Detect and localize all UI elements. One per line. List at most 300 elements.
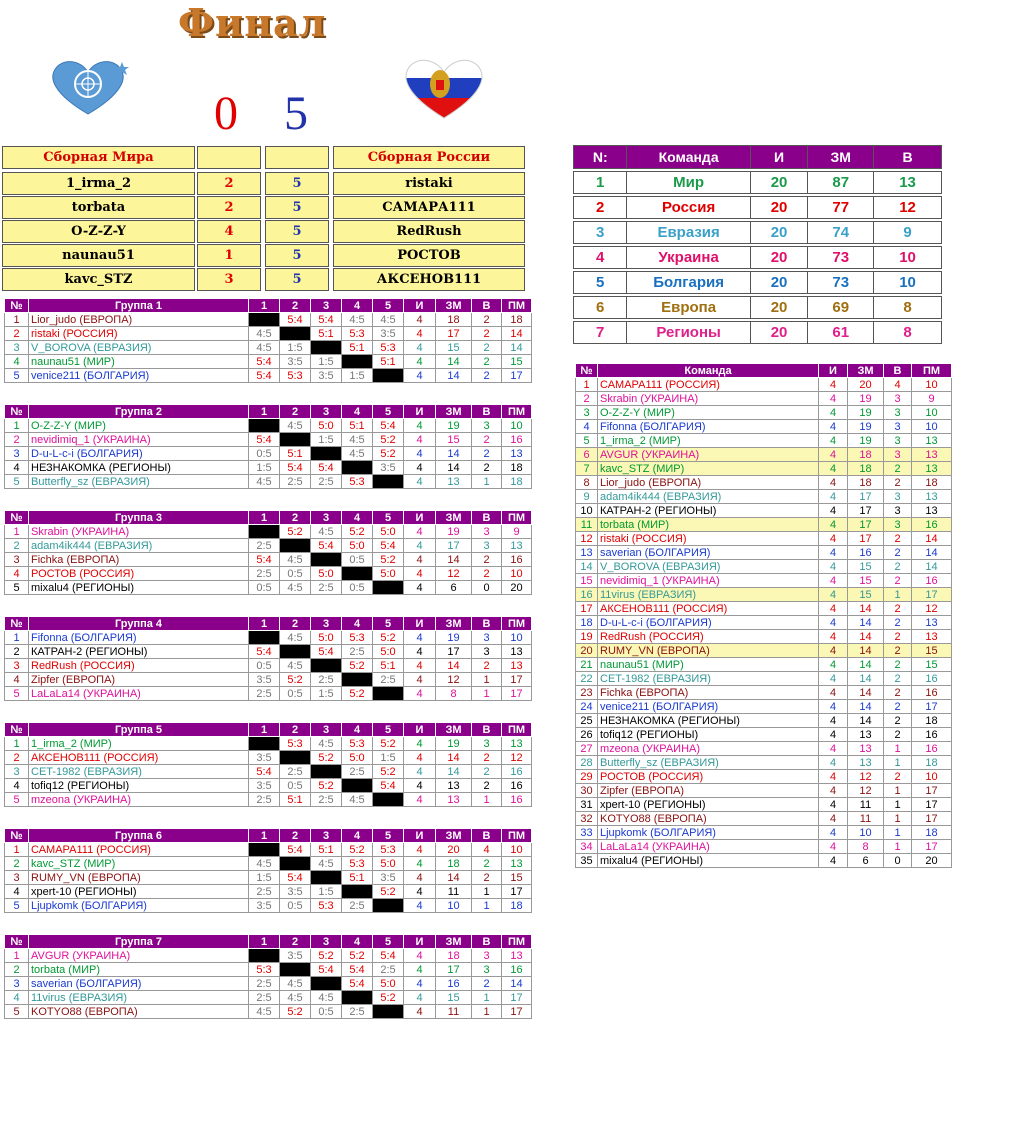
- group-stat-zm: 18: [436, 949, 472, 963]
- standings-cell-zm: 69: [808, 297, 874, 319]
- standings-cell-v: 10: [874, 247, 942, 269]
- group-header-cell: 3: [311, 617, 342, 631]
- group-match-score: 5:4: [280, 843, 311, 857]
- overall-player-name: AVGUR (УКРАИНА): [598, 448, 819, 462]
- group-stat-v: 1: [472, 687, 502, 701]
- overall-row: [576, 588, 952, 602]
- group-stat-zm: 14: [436, 751, 472, 765]
- group-match-score: 4:5: [311, 991, 342, 1005]
- group-stat-pm: 13: [502, 645, 532, 659]
- group-row-number: 4: [5, 885, 29, 899]
- overall-player-name: АКСЕНОВ111 (РОССИЯ): [598, 602, 819, 616]
- group-row: [5, 779, 532, 793]
- group-match-score: 5:2: [342, 525, 373, 539]
- overall-stat-i: 4: [819, 644, 848, 658]
- group-header-cell: В: [472, 829, 502, 843]
- group-self-cell: [311, 447, 342, 461]
- group-stat-pm: 13: [502, 949, 532, 963]
- group-header-cell: 1: [249, 405, 280, 419]
- overall-stat-zm: 11: [848, 812, 884, 826]
- group-match-score: 4:5: [249, 857, 280, 871]
- group-stat-i: 4: [404, 419, 436, 433]
- match-player-russia: АКСЕНОВ111: [333, 268, 525, 291]
- overall-stat-pm: 16: [912, 686, 952, 700]
- standings-row: [574, 297, 942, 319]
- group-stat-i: 4: [404, 751, 436, 765]
- group-self-cell: [280, 539, 311, 553]
- group-match-score: 5:3: [311, 899, 342, 913]
- group-self-cell: [311, 341, 342, 355]
- group-table: [4, 828, 532, 913]
- overall-row: [576, 798, 952, 812]
- overall-stat-zm: 16: [848, 546, 884, 560]
- overall-stat-pm: 16: [912, 574, 952, 588]
- match-player-world: torbata: [2, 196, 195, 219]
- group-stat-i: 4: [404, 355, 436, 369]
- overall-ranking-table: [575, 363, 952, 868]
- match-score-russia: 5: [265, 196, 329, 219]
- group-player-name: O-Z-Z-Y (МИР): [29, 419, 249, 433]
- group-match-score: 4:5: [249, 475, 280, 489]
- match-player-world: O-Z-Z-Y: [2, 220, 195, 243]
- overall-header-cell: Команда: [598, 364, 819, 378]
- group-match-score: 2:5: [249, 991, 280, 1005]
- group-stat-zm: 19: [436, 737, 472, 751]
- group-row-number: 2: [5, 433, 29, 447]
- match-score-russia: 5: [265, 244, 329, 267]
- overall-stat-zm: 20: [848, 378, 884, 392]
- group-match-score: 4:5: [280, 659, 311, 673]
- standings-cell-n: 6: [574, 297, 627, 319]
- group-title: Группа 6: [29, 829, 249, 843]
- overall-row: [576, 812, 952, 826]
- group-header-cell: ЗМ: [436, 723, 472, 737]
- standings-cell-v: 13: [874, 172, 942, 194]
- group-row: [5, 327, 532, 341]
- overall-rank: 34: [576, 840, 598, 854]
- group-stat-i: 4: [404, 659, 436, 673]
- overall-rank: 29: [576, 770, 598, 784]
- group-self-cell: [373, 899, 404, 913]
- group-match-score: 5:3: [280, 369, 311, 383]
- overall-stat-v: 2: [884, 658, 912, 672]
- overall-row: [576, 672, 952, 686]
- group-row-number: 5: [5, 793, 29, 807]
- group-stat-i: 4: [404, 779, 436, 793]
- group-match-score: 5:3: [280, 737, 311, 751]
- match-score-world: 1: [197, 244, 261, 267]
- overall-stat-pm: 12: [912, 602, 952, 616]
- standings-row: [574, 197, 942, 219]
- overall-stat-zm: 19: [848, 434, 884, 448]
- group-stat-v: 3: [472, 419, 502, 433]
- group-row-number: 5: [5, 369, 29, 383]
- group-header-cell: В: [472, 299, 502, 313]
- overall-stat-v: 2: [884, 770, 912, 784]
- group-match-score: 1:5: [373, 751, 404, 765]
- overall-stat-zm: 17: [848, 532, 884, 546]
- group-match-score: 2:5: [249, 687, 280, 701]
- group-row-number: 1: [5, 631, 29, 645]
- group-match-score: 5:2: [373, 885, 404, 899]
- group-match-score: 5:0: [373, 645, 404, 659]
- group-stat-pm: 16: [502, 433, 532, 447]
- group-row-number: 3: [5, 765, 29, 779]
- group-stat-pm: 17: [502, 673, 532, 687]
- group-match-score: 4:5: [342, 433, 373, 447]
- overall-stat-pm: 18: [912, 756, 952, 770]
- overall-stat-pm: 20: [912, 854, 952, 868]
- group-stat-pm: 18: [502, 313, 532, 327]
- group-header-row: [5, 405, 532, 419]
- standings-cell-i: 20: [750, 172, 808, 194]
- standings-cell-team: Болгария: [627, 272, 750, 294]
- group-match-score: 5:2: [373, 765, 404, 779]
- group-header-cell: И: [404, 405, 436, 419]
- overall-stat-v: 0: [884, 854, 912, 868]
- group-row-number: 2: [5, 857, 29, 871]
- group-match-score: 2:5: [311, 793, 342, 807]
- group-row-number: 1: [5, 313, 29, 327]
- group-self-cell: [249, 525, 280, 539]
- overall-stat-i: 4: [819, 686, 848, 700]
- group-row: [5, 659, 532, 673]
- overall-stat-i: 4: [819, 756, 848, 770]
- group-self-cell: [373, 581, 404, 595]
- overall-stat-i: 4: [819, 798, 848, 812]
- overall-rank: 10: [576, 504, 598, 518]
- un-flag-icon: [44, 56, 130, 118]
- group-stat-i: 4: [404, 793, 436, 807]
- group-stat-zm: 14: [436, 369, 472, 383]
- group-self-cell: [311, 977, 342, 991]
- overall-stat-zm: 14: [848, 616, 884, 630]
- match-score-russia: 5: [265, 268, 329, 291]
- overall-player-name: naunau51 (МИР): [598, 658, 819, 672]
- group-self-cell: [342, 991, 373, 1005]
- overall-stat-zm: 19: [848, 392, 884, 406]
- group-match-score: 1:5: [311, 885, 342, 899]
- group-stat-pm: 13: [502, 857, 532, 871]
- overall-stat-i: 4: [819, 588, 848, 602]
- group-match-score: 5:2: [342, 843, 373, 857]
- overall-stat-pm: 18: [912, 714, 952, 728]
- group-stat-zm: 12: [436, 673, 472, 687]
- overall-player-name: Lior_judo (ЕВРОПА): [598, 476, 819, 490]
- group-self-cell: [249, 949, 280, 963]
- overall-stat-v: 2: [884, 630, 912, 644]
- overall-row: [576, 644, 952, 658]
- group-row: [5, 461, 532, 475]
- group-header-cell: ПМ: [502, 299, 532, 313]
- group-stat-pm: 14: [502, 341, 532, 355]
- overall-stat-i: 4: [819, 378, 848, 392]
- group-stat-pm: 16: [502, 779, 532, 793]
- group-header-cell: В: [472, 511, 502, 525]
- group-header-cell: 3: [311, 935, 342, 949]
- overall-row: [576, 756, 952, 770]
- group-match-score: 5:3: [342, 631, 373, 645]
- overall-player-name: САМАРА111 (РОССИЯ): [598, 378, 819, 392]
- overall-stat-v: 3: [884, 490, 912, 504]
- group-row-number: 2: [5, 963, 29, 977]
- group-self-cell: [342, 779, 373, 793]
- match-score-world: 2: [197, 172, 261, 195]
- group-row-number: 1: [5, 737, 29, 751]
- group-header-cell: 1: [249, 299, 280, 313]
- overall-stat-i: 4: [819, 462, 848, 476]
- group-match-score: 5:4: [249, 369, 280, 383]
- group-stat-v: 3: [472, 949, 502, 963]
- overall-stat-pm: 15: [912, 658, 952, 672]
- group-header-cell: 2: [280, 829, 311, 843]
- group-stat-pm: 15: [502, 871, 532, 885]
- overall-player-name: RUMY_VN (ЕВРОПА): [598, 644, 819, 658]
- group-match-score: 5:0: [373, 567, 404, 581]
- overall-header-cell: №: [576, 364, 598, 378]
- overall-row: [576, 714, 952, 728]
- group-table: [4, 298, 532, 383]
- group-stat-v: 2: [472, 857, 502, 871]
- group-stat-v: 2: [472, 567, 502, 581]
- group-header-cell: В: [472, 723, 502, 737]
- overall-stat-pm: 10: [912, 378, 952, 392]
- overall-rank: 21: [576, 658, 598, 672]
- group-stat-zm: 14: [436, 447, 472, 461]
- group-header-cell: 5: [373, 723, 404, 737]
- match-player-world: kavc_STZ: [2, 268, 195, 291]
- group-stat-v: 2: [472, 369, 502, 383]
- group-player-name: Lior_judo (ЕВРОПА): [29, 313, 249, 327]
- overall-stat-i: 4: [819, 714, 848, 728]
- group-match-score: 5:2: [373, 553, 404, 567]
- standings-cell-zm: 77: [808, 197, 874, 219]
- overall-stat-zm: 10: [848, 826, 884, 840]
- group-header-cell: 3: [311, 511, 342, 525]
- group-row-number: 2: [5, 327, 29, 341]
- match-player-world: naunau51: [2, 244, 195, 267]
- group-player-name: RedRush (РОССИЯ): [29, 659, 249, 673]
- group-row: [5, 475, 532, 489]
- overall-stat-i: 4: [819, 434, 848, 448]
- group-self-cell: [280, 751, 311, 765]
- group-match-score: 4:5: [249, 1005, 280, 1019]
- group-row-number: 3: [5, 553, 29, 567]
- group-stat-zm: 18: [436, 857, 472, 871]
- group-header-cell: 5: [373, 935, 404, 949]
- group-match-score: 5:4: [373, 949, 404, 963]
- overall-stat-v: 1: [884, 798, 912, 812]
- group-player-name: КАТРАН-2 (РЕГИОНЫ): [29, 645, 249, 659]
- group-match-score: 5:3: [342, 857, 373, 871]
- group-stat-pm: 17: [502, 885, 532, 899]
- overall-rank: 3: [576, 406, 598, 420]
- group-match-score: 3:5: [280, 355, 311, 369]
- group-row: [5, 313, 532, 327]
- overall-stat-pm: 10: [912, 406, 952, 420]
- group-stat-i: 4: [404, 737, 436, 751]
- group-row: [5, 991, 532, 1005]
- group-row-number: 1: [5, 419, 29, 433]
- group-match-score: 5:3: [342, 327, 373, 341]
- group-header-cell: ЗМ: [436, 617, 472, 631]
- overall-stat-zm: 14: [848, 658, 884, 672]
- group-stat-i: 4: [404, 433, 436, 447]
- group-header-cell: И: [404, 935, 436, 949]
- group-player-name: Butterfly_sz (ЕВРАЗИЯ): [29, 475, 249, 489]
- group-match-score: 2:5: [249, 567, 280, 581]
- match-player-russia: САМАРА111: [333, 196, 525, 219]
- overall-player-name: Fichka (ЕВРОПА): [598, 686, 819, 700]
- group-match-score: 2:5: [311, 673, 342, 687]
- overall-stat-v: 1: [884, 826, 912, 840]
- group-stat-v: 2: [472, 977, 502, 991]
- group-player-name: АКСЕНОВ111 (РОССИЯ): [29, 751, 249, 765]
- group-self-cell: [280, 963, 311, 977]
- overall-stat-pm: 18: [912, 476, 952, 490]
- standings-cell-i: 20: [750, 322, 808, 344]
- russia-flag-icon: [396, 56, 482, 118]
- group-stat-zm: 13: [436, 779, 472, 793]
- group-stat-i: 4: [404, 581, 436, 595]
- group-row: [5, 673, 532, 687]
- group-stat-v: 3: [472, 631, 502, 645]
- group-player-name: kavc_STZ (МИР): [29, 857, 249, 871]
- overall-header-cell: В: [884, 364, 912, 378]
- group-row: [5, 977, 532, 991]
- group-row: [5, 737, 532, 751]
- group-stat-zm: 13: [436, 793, 472, 807]
- group-header-cell: ЗМ: [436, 829, 472, 843]
- overall-player-name: Fifonna (БОЛГАРИЯ): [598, 420, 819, 434]
- overall-player-name: mixalu4 (РЕГИОНЫ): [598, 854, 819, 868]
- overall-stat-pm: 16: [912, 742, 952, 756]
- group-title: Группа 4: [29, 617, 249, 631]
- group-self-cell: [249, 419, 280, 433]
- group-row: [5, 553, 532, 567]
- group-stat-i: 4: [404, 687, 436, 701]
- overall-stat-pm: 14: [912, 560, 952, 574]
- group-stat-v: 2: [472, 341, 502, 355]
- group-player-name: РОСТОВ (РОССИЯ): [29, 567, 249, 581]
- overall-row: [576, 420, 952, 434]
- group-stat-v: 2: [472, 659, 502, 673]
- standings-cell-v: 10: [874, 272, 942, 294]
- group-stat-pm: 18: [502, 899, 532, 913]
- group-header-row: [5, 723, 532, 737]
- group-match-score: 1:5: [280, 341, 311, 355]
- overall-stat-v: 3: [884, 420, 912, 434]
- overall-stat-v: 2: [884, 616, 912, 630]
- group-match-score: 0:5: [342, 581, 373, 595]
- overall-player-name: ristaki (РОССИЯ): [598, 532, 819, 546]
- group-row-number: 1: [5, 525, 29, 539]
- match-score-world: 3: [197, 268, 261, 291]
- group-header-cell: ПМ: [502, 723, 532, 737]
- overall-stat-pm: 17: [912, 812, 952, 826]
- standings-header-cell: ЗМ: [808, 146, 874, 169]
- group-stat-zm: 11: [436, 1005, 472, 1019]
- group-self-cell: [311, 871, 342, 885]
- group-header-cell: №: [5, 299, 29, 313]
- group-match-score: 5:1: [280, 447, 311, 461]
- overall-rank: 7: [576, 462, 598, 476]
- overall-stat-i: 4: [819, 518, 848, 532]
- group-stat-pm: 14: [502, 327, 532, 341]
- group-self-cell: [280, 857, 311, 871]
- group-self-cell: [280, 645, 311, 659]
- group-match-score: 5:2: [342, 659, 373, 673]
- overall-rank: 23: [576, 686, 598, 700]
- group-match-score: 1:5: [249, 871, 280, 885]
- group-row: [5, 567, 532, 581]
- standings-row: [574, 322, 942, 344]
- team-standings-table: [573, 145, 942, 344]
- group-match-score: 2:5: [373, 673, 404, 687]
- overall-row: [576, 560, 952, 574]
- group-match-score: 5:4: [342, 977, 373, 991]
- overall-row: [576, 448, 952, 462]
- group-header-row: [5, 935, 532, 949]
- overall-row: [576, 490, 952, 504]
- group-match-score: 5:4: [311, 539, 342, 553]
- overall-stat-pm: 9: [912, 392, 952, 406]
- group-stat-pm: 10: [502, 631, 532, 645]
- group-player-name: V_BOROVA (ЕВРАЗИЯ): [29, 341, 249, 355]
- group-stat-i: 4: [404, 313, 436, 327]
- overall-stat-pm: 13: [912, 504, 952, 518]
- group-row: [5, 1005, 532, 1019]
- group-title: Группа 7: [29, 935, 249, 949]
- group-row-number: 4: [5, 673, 29, 687]
- group-stat-pm: 12: [502, 751, 532, 765]
- overall-stat-v: 1: [884, 812, 912, 826]
- group-stat-v: 1: [472, 885, 502, 899]
- group-header-cell: №: [5, 511, 29, 525]
- group-match-score: 0:5: [342, 553, 373, 567]
- overall-stat-zm: 19: [848, 406, 884, 420]
- group-stat-pm: 13: [502, 539, 532, 553]
- overall-row: [576, 574, 952, 588]
- group-header-cell: №: [5, 935, 29, 949]
- overall-stat-i: 4: [819, 476, 848, 490]
- overall-row: [576, 630, 952, 644]
- group-row-number: 3: [5, 341, 29, 355]
- group-stat-i: 4: [404, 857, 436, 871]
- group-stat-pm: 18: [502, 461, 532, 475]
- overall-player-name: 11virus (ЕВРАЗИЯ): [598, 588, 819, 602]
- group-match-score: 4:5: [280, 991, 311, 1005]
- group-match-score: 5:4: [342, 963, 373, 977]
- overall-rank: 28: [576, 756, 598, 770]
- group-title: Группа 3: [29, 511, 249, 525]
- group-stat-pm: 16: [502, 553, 532, 567]
- group-match-score: 5:4: [249, 553, 280, 567]
- overall-stat-v: 2: [884, 560, 912, 574]
- group-row-number: 3: [5, 659, 29, 673]
- group-stat-i: 4: [404, 567, 436, 581]
- group-match-score: 5:3: [249, 963, 280, 977]
- group-player-name: torbata (МИР): [29, 963, 249, 977]
- overall-stat-zm: 13: [848, 756, 884, 770]
- overall-stat-i: 4: [819, 812, 848, 826]
- group-row-number: 5: [5, 581, 29, 595]
- group-match-score: 0:5: [249, 659, 280, 673]
- group-stat-pm: 15: [502, 355, 532, 369]
- group-stat-v: 2: [472, 751, 502, 765]
- group-match-score: 4:5: [280, 419, 311, 433]
- group-player-name: venice211 (БОЛГАРИЯ): [29, 369, 249, 383]
